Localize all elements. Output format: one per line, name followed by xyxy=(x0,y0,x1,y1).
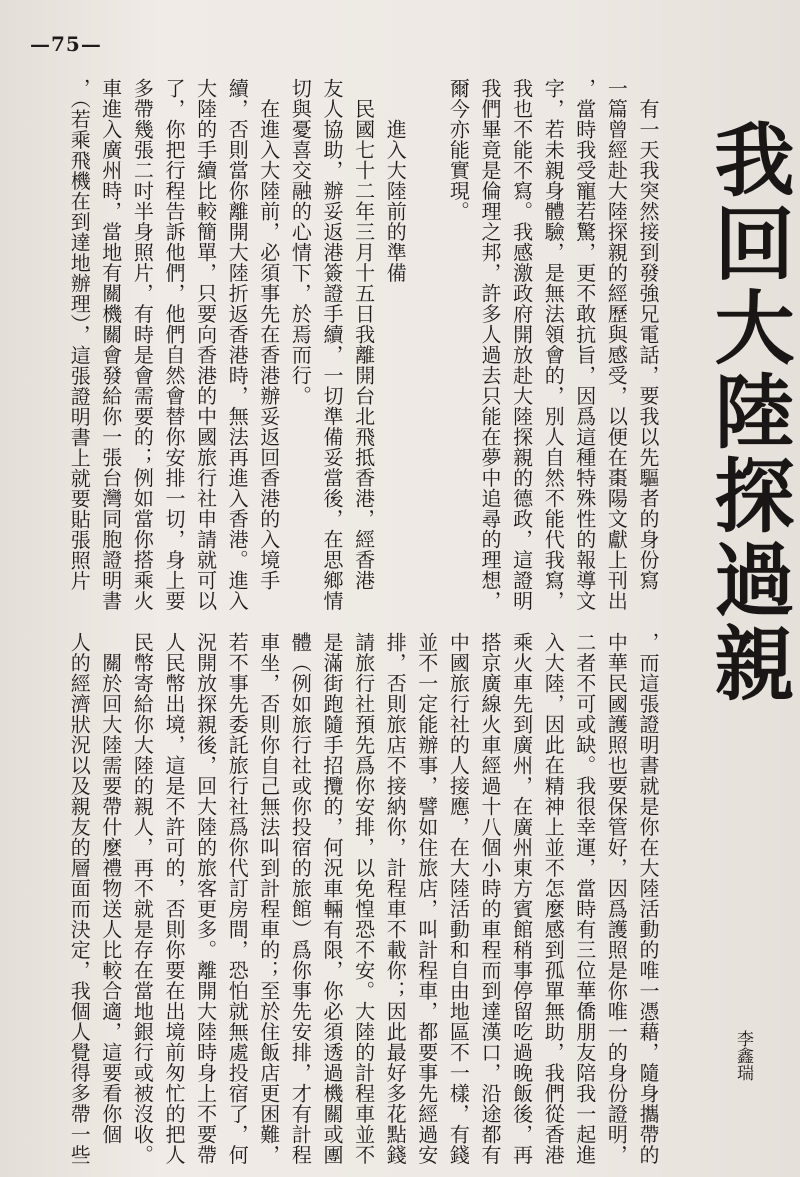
text-column: 我們畢竟是倫理之邦，許多人過去只能在夢中追尋的理想， xyxy=(478,78,502,611)
text-column: ，（若乘飛機在到達地辦理），這張證明書上就要貼張照片 xyxy=(67,78,92,591)
text-column: 切與憂喜交融的心情下，於焉而行。 xyxy=(288,78,313,406)
page-number: —75— xyxy=(30,32,102,56)
text-column: 多帶幾張二吋半身照片，有時是會需要的；例如當你搭乘火 xyxy=(130,78,155,611)
text-column: 一篇曾經赴大陸探親的經歷與感受，以便在棗陽文獻上刊出 xyxy=(604,78,629,611)
article-title: 我回大陸探過親 xyxy=(701,118,794,706)
text-column: 並不一定能辦事，譬如住旅店，叫計程車，都要事先經過安 xyxy=(414,632,439,1165)
text-column: 排，否則旅店不接納你，計程車不載你；因此最好多花點錢 xyxy=(383,632,408,1165)
text-column: 民幣寄給你大陸的親人，再不就是存在當地銀行或被沒收。 xyxy=(130,632,155,1165)
text-column: 是滿街跑隨手招攬的，何況車輛有限，你必須透過機關或團 xyxy=(320,632,344,1165)
text-column: ，當時我受寵若驚，更不敢抗旨，因爲這種特殊性的報導文 xyxy=(572,78,597,611)
text-column: 乘火車先到廣州，在廣州東方賓館稍事停留吃過晚飯後，再 xyxy=(509,632,534,1165)
text-column: 入大陸，因此在精神上並不怎麼感到孤單無助，我們從香港 xyxy=(541,632,566,1165)
text-column: 若不事先委託旅行社爲你代訂房間，恐怕就無處投宿了，何 xyxy=(225,632,250,1165)
text-column: 字，若未親身體驗，是無法領會的，別人自然不能代我寫， xyxy=(541,78,566,611)
text-column: 請旅行社預先爲你安排，以免惶恐不安。大陸的計程車並不 xyxy=(351,632,376,1165)
section-heading: 進入大陸前的準備 xyxy=(383,78,408,283)
text-column: 車坐，否則你自己無法叫到計程車的；至於住飯店更困難， xyxy=(256,632,281,1165)
text-column: 體（例如旅行社或你投宿的旅館）爲你事先安排，才有計程 xyxy=(288,632,313,1165)
text-column: 二者不可或缺。我很幸運，當時有三位華僑朋友陪我一起進 xyxy=(572,632,597,1165)
text-column: 關於回大陸需要帶什麼禮物送人比較合適，這要看你個 xyxy=(98,632,123,1145)
text-column: 況開放探親後，回大陸的旅客更多。離開大陸時身上不要帶 xyxy=(193,632,218,1165)
text-column: 人民幣出境，這是不許可的，否則你要在出境前匆忙的把人 xyxy=(162,632,186,1165)
text-column: 了，你把行程告訴他們，他們自然會替你安排一切，身上要 xyxy=(162,78,186,611)
text-column: 民國七十二年三月十五日我離開台北飛抵香港，經香港 xyxy=(351,78,376,591)
text-column: 友人協助，辦妥返港簽證手續，一切準備妥當後，在思鄉情 xyxy=(320,78,344,611)
text-column: 爾今亦能實現。 xyxy=(446,78,471,222)
author-name: 李鑫瑞 xyxy=(733,1030,753,1081)
text-column: ，而這張證明書就是你在大陸活動的唯一憑藉，隨身攜帶的 xyxy=(636,632,660,1165)
text-column: 續，否則當你離開大陸折返香港時，無法再進入香港。進入 xyxy=(225,78,250,611)
text-column: 車進入廣州時，當地有關機關會發給你一張台灣同胞證明書 xyxy=(98,78,123,611)
text-column: 中華民國護照也要保管好，因爲護照是你唯一的身份證明， xyxy=(604,632,629,1165)
text-column: 大陸的手續比較簡單，只要向香港的中國旅行社申請就可以 xyxy=(193,78,218,611)
text-column: 中國旅行社的人接應，在大陸活動和自由地區不一樣，有錢 xyxy=(446,632,471,1165)
text-column: 在進入大陸前，必須事先在香港辦妥返回香港的入境手 xyxy=(256,78,281,591)
text-column: 我也不能不寫。我感激政府開放赴大陸探親的德政，這證明 xyxy=(509,78,534,611)
text-column: 有一天我突然接到發強兄電話，要我以先驅者的身份寫 xyxy=(636,78,660,591)
text-column: 人的經濟狀況以及親友的層面而決定，我個人覺得多帶一些 xyxy=(67,632,92,1165)
text-column: 搭京廣線火車經過十八個小時的車程而到達漢口，沿途都有 xyxy=(478,632,502,1165)
